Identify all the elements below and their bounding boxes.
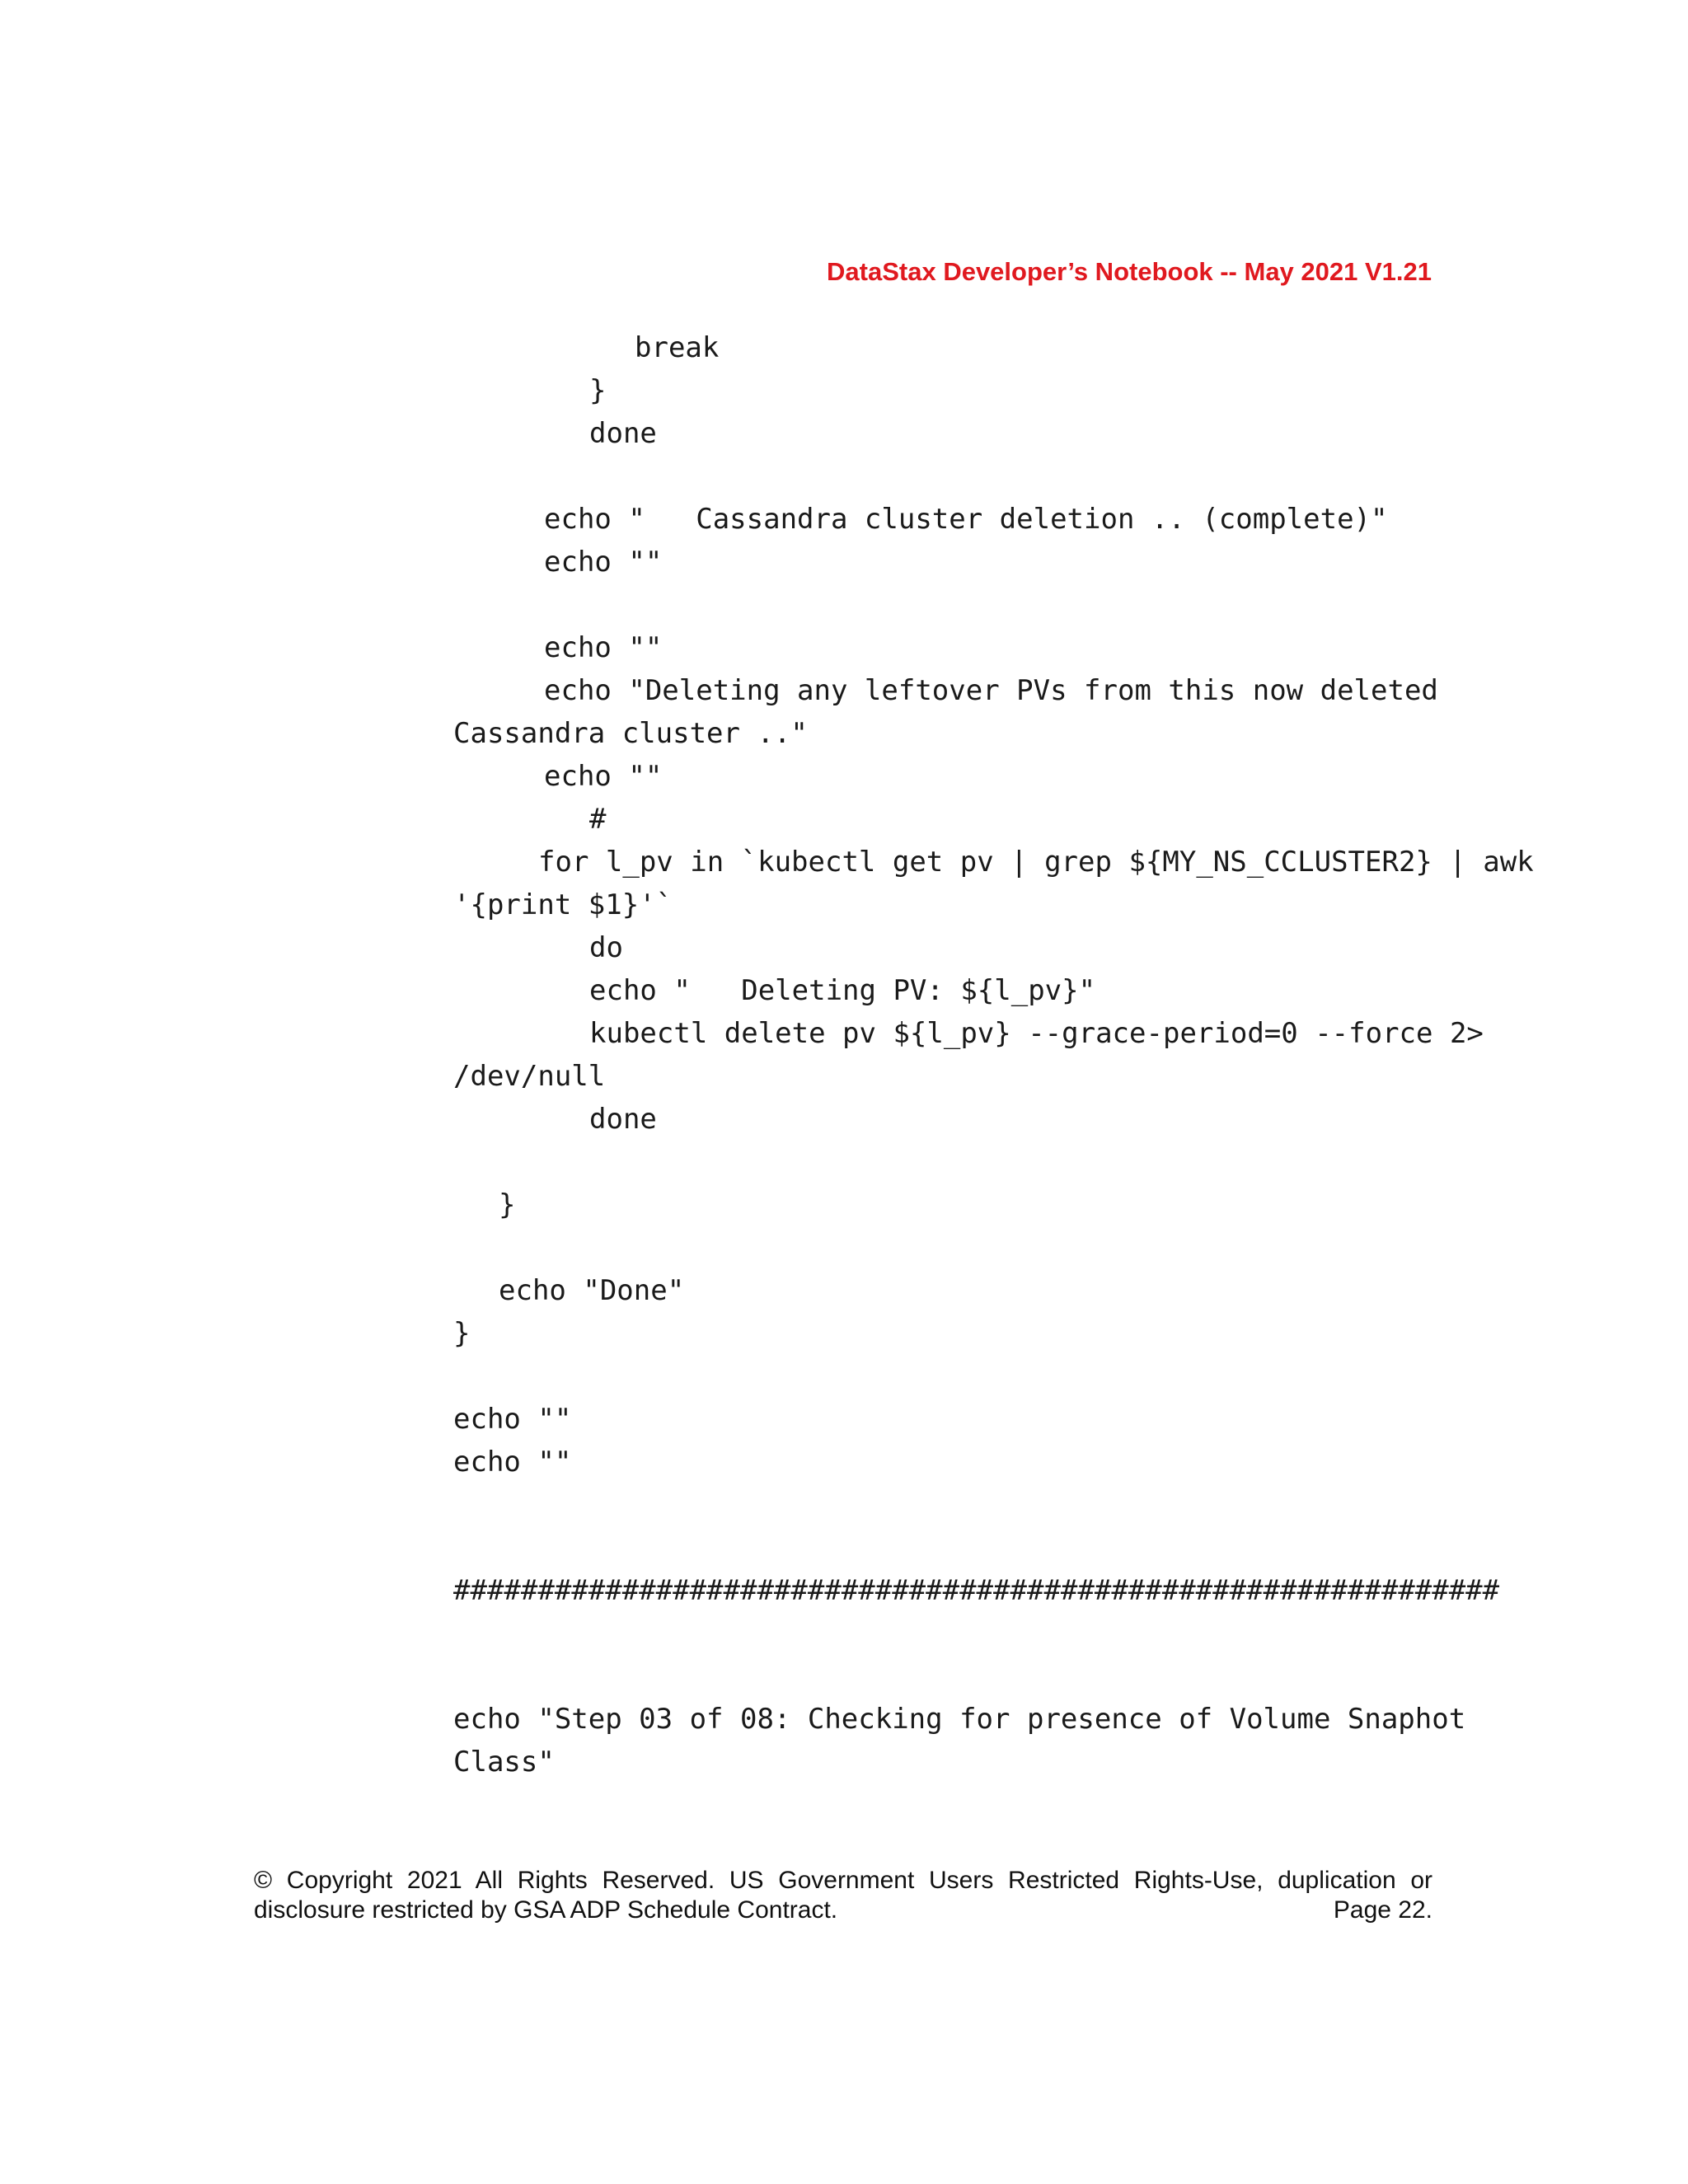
footer-second-line — [254, 1896, 1432, 1925]
code-line: echo "Step 03 of 08: Checking for presence of Volume Snaphot — [453, 1703, 1466, 1736]
code-line: ############################################################## — [453, 1574, 1500, 1607]
code-line: done — [589, 1103, 657, 1136]
code-line: echo "Done" — [499, 1274, 685, 1307]
code-line: echo "" — [544, 546, 663, 579]
code-line: do — [589, 931, 623, 964]
code-line: } — [499, 1188, 516, 1221]
disclosure-notice: disclosure restricted by GSA ADP Schedule Contract. — [254, 1896, 838, 1924]
code-line: echo "" — [453, 1446, 572, 1479]
code-line: echo "" — [544, 631, 663, 664]
code-line: echo "" — [544, 760, 663, 793]
code-line: '{print $1}'` — [453, 888, 673, 921]
code-line: Cassandra cluster .." — [453, 717, 808, 750]
code-line: Class" — [453, 1746, 555, 1779]
code-line: echo "" — [453, 1403, 572, 1436]
code-line: kubectl delete pv ${l_pv} --grace-period=0 --force 2> — [589, 1017, 1484, 1050]
code-line: } — [453, 1317, 471, 1350]
code-line: # — [589, 803, 607, 836]
code-line: echo "Deleting any leftover PVs from this now deleted — [544, 674, 1438, 707]
code-line: } — [589, 374, 607, 407]
code-line: echo " Deleting PV: ${l_pv}" — [589, 974, 1096, 1007]
code-line: for l_pv in `kubectl get pv | grep ${MY_NS_CCLUSTER2} | awk — [538, 846, 1534, 879]
code-line: /dev/null — [453, 1060, 606, 1093]
page-number: Page 22. — [1333, 1896, 1432, 1924]
page-header-title: DataStax Developer’s Notebook -- May 2021 V1.21 — [827, 257, 1432, 286]
page-footer — [254, 1866, 1432, 1925]
copyright-notice: © Copyright 2021 All Rights Reserved. US Government Users Restricted Rights-Use, duplication or — [254, 1867, 1432, 1894]
code-line: echo " Cassandra cluster deletion .. (complete)" — [544, 503, 1388, 536]
code-line: done — [589, 417, 657, 450]
code-line: break — [635, 331, 720, 364]
